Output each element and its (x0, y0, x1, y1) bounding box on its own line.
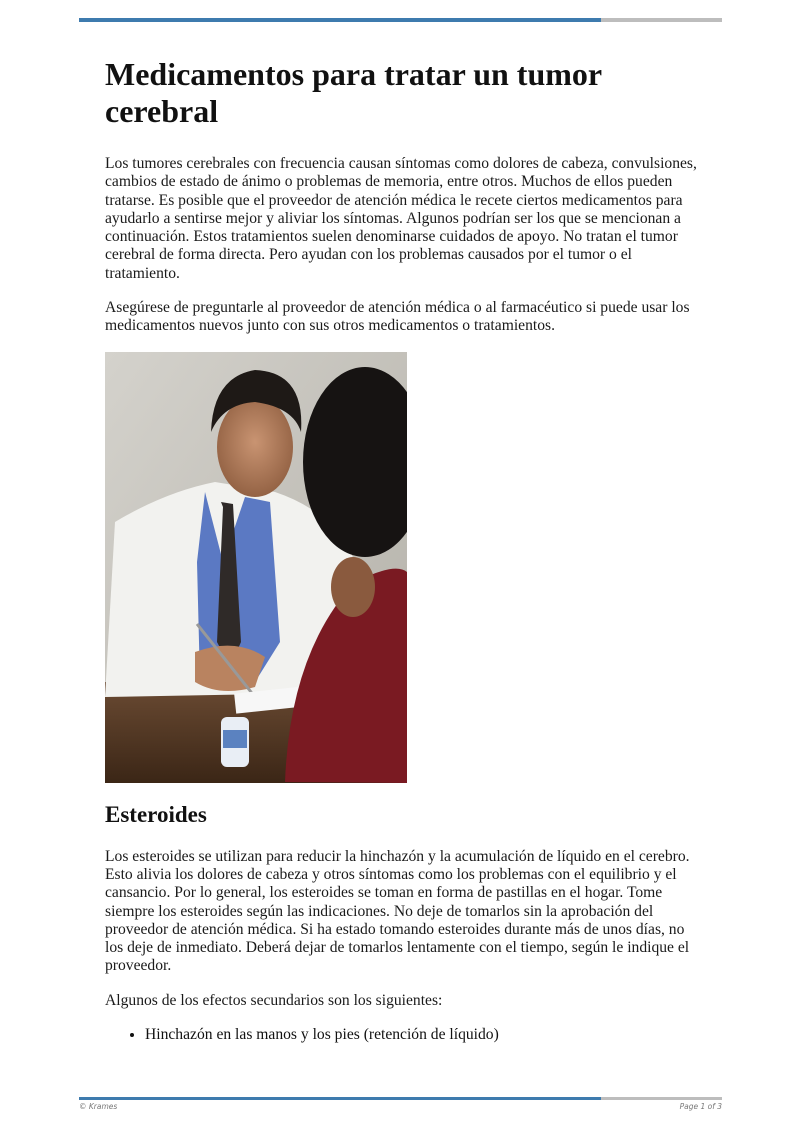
intro-paragraph-1: Los tumores cerebrales con frecuencia causan síntomas como dolores de cabeza, convulsiones, cambios de estado de ánimo o problemas de memoria, entre otros. Muchos de ellos pueden tratarse. Es posible que el proveedor de atención médica le recete ciertos medicamentos para ayudarlo a sentirse mejor y aliviar los síntomas. Algunos podrían ser los que se mencionan a continuación. Estos tratamientos suelen denominarse cuidados de apoyo. No tratan el tumor cerebral de forma directa. Pero ayudan con los problemas causados por el tumor o el tratamiento. (105, 155, 697, 282)
footer-rule-gray (601, 1097, 722, 1100)
header-rule-gray (601, 18, 722, 22)
footer-rule (79, 1097, 722, 1100)
footer-rule-blue (79, 1097, 601, 1100)
list-item: • Hinchazón en las manos y los pies (retención de líquido) (145, 1026, 705, 1044)
section-paragraph-1: Los esteroides se utilizan para reducir la hinchazón y la acumulación de líquido en el cerebro. Esto alivia los dolores de cabeza y otros síntomas como los problemas con el equilibrio y el cansancio. Por lo general, los esteroides se toman en forma de pastillas en el hogar. Tome siempre los esteroides según las indicaciones. No deje de tomarlos sin la aprobación del proveedor de atención médica. Si ha estado tomando esteroides durante más de unos días, no los deje de inmediato. Deberá dejar de tomarlos lentamente con el tiempo, según le indique el proveedor. (105, 847, 690, 975)
copyright: © Krames (79, 1102, 118, 1111)
side-effects-list (105, 1026, 705, 1044)
article (105, 56, 705, 1044)
page-title: Medicamentos para tratar un tumor cerebral (105, 56, 602, 129)
section-paragraph-2: Algunos de los efectos secundarios son los siguientes: (105, 991, 443, 1009)
section-heading: Esteroides (105, 801, 207, 827)
header-rule (79, 18, 722, 22)
page-number: Page 1 of 3 (679, 1102, 722, 1111)
header-rule-blue (79, 18, 601, 22)
intro-paragraph-2: Asegúrese de preguntarle al proveedor de atención médica o al farmacéutico si puede usar los medicamentos nuevos junto con sus otros medicamentos o tratamientos. (105, 299, 690, 335)
doctor-patient-photo (105, 352, 407, 783)
